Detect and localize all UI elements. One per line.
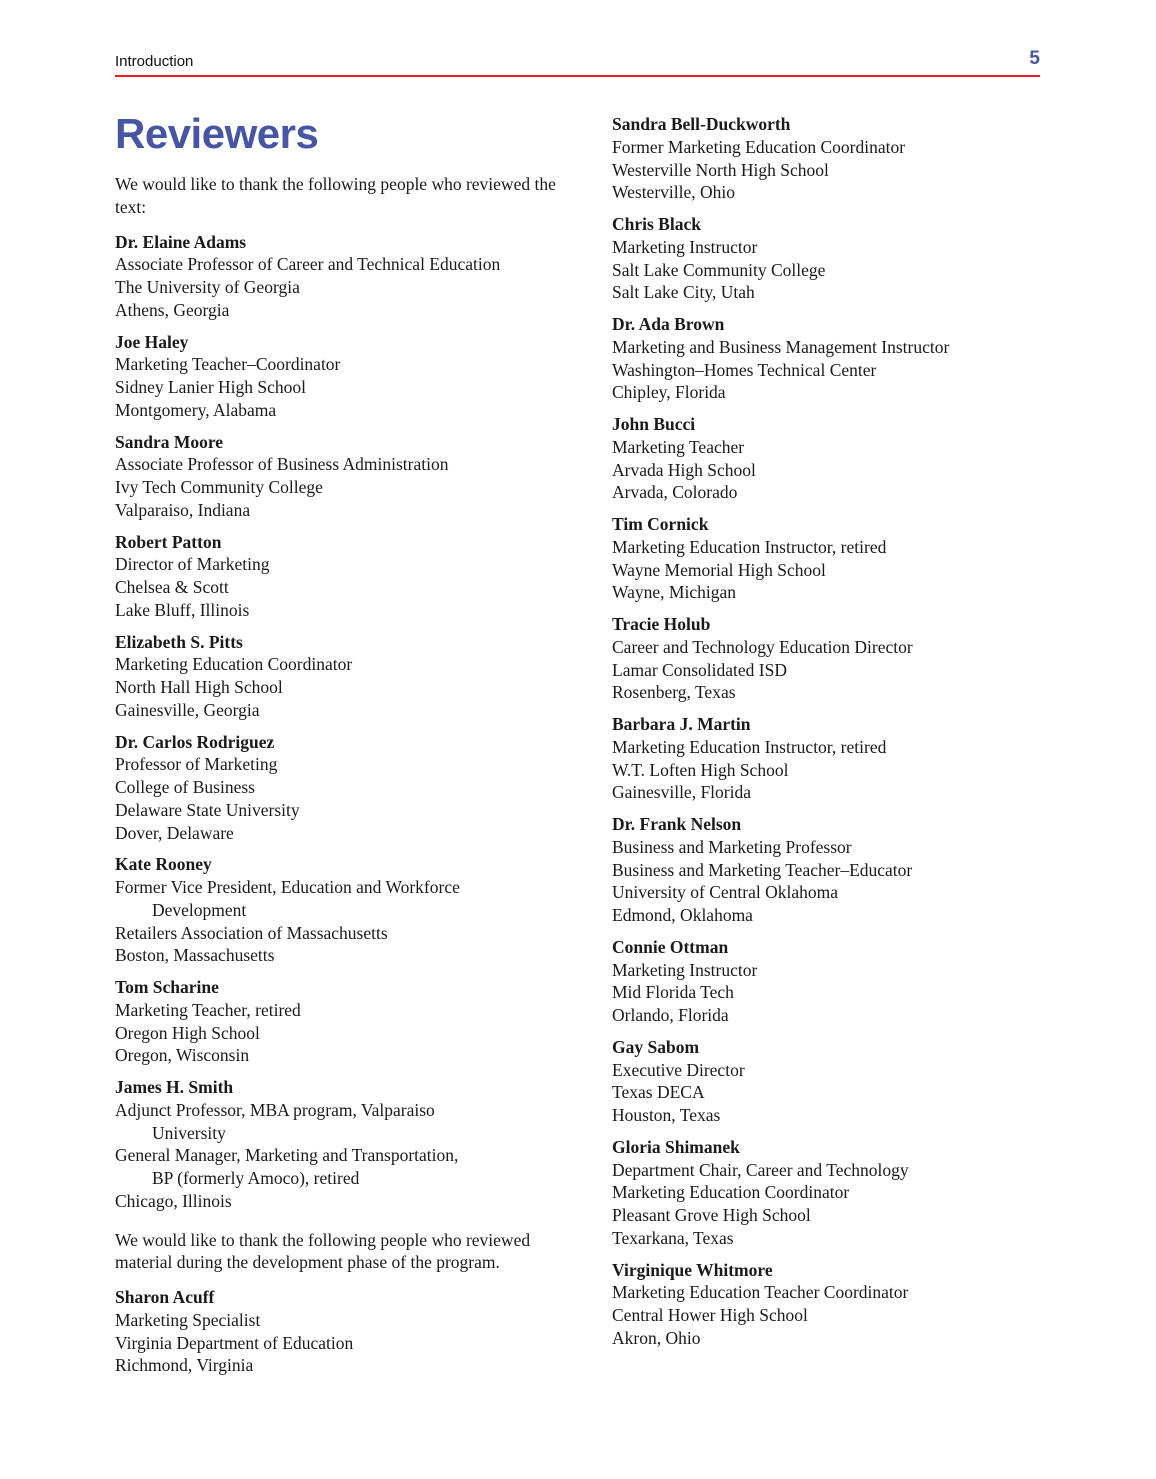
reviewer-detail-line: Wayne, Michigan [612,582,736,603]
development-paragraph: We would like to thank the following people who reviewed material during the development phase of the program. [115,1229,531,1273]
reviewer-entry [612,1136,1040,1250]
reviewer-detail-line: Sidney Lanier High School [115,377,307,397]
reviewer-detail-line: Texas DECA [612,1082,705,1103]
reviewer-detail-line: North Hall High School [115,677,283,697]
reviewer-detail-line: Arvada High School [612,459,756,480]
reviewer-detail-line: Marketing Teacher–Coordinator [115,354,341,375]
reviewer-detail-line: Lake Bluff, Illinois [115,599,250,620]
reviewer-detail-line: Salt Lake City, Utah [612,282,755,303]
reviewer-entry [612,513,1040,604]
reviewer-detail-line: Lamar Consolidated ISD [612,659,787,680]
two-column-layout [115,110,1040,1386]
reviewer-detail-line: Dover, Delaware [115,822,234,843]
reviewer-detail-line: Texarkana, Texas [612,1227,734,1248]
reviewer-detail-line: Salt Lake Community College [612,259,826,280]
reviewer-entry [612,313,1040,404]
reviewer-name: Dr. Elaine Adams [115,231,247,252]
reviewer-detail-line: Former Marketing Education Coordinator [612,136,906,157]
reviewer-entry [612,613,1040,704]
reviewer-entry [115,853,565,967]
reviewer-name: Tim Cornick [612,514,709,534]
reviewer-entry [115,976,565,1067]
page-number: 5 [1029,48,1040,69]
reviewer-detail-line: Development [152,899,247,920]
reviewer-entry [115,731,565,845]
reviewer-detail-line: Former Vice President, Education and Workforce [115,877,460,897]
reviewer-detail-line: Valparaiso, Indiana [115,499,251,520]
reviewer-detail-line: Mid Florida Tech [612,982,734,1003]
reviewer-entry [612,213,1040,304]
reviewer-name: Barbara J. Martin [612,714,751,734]
reviewer-entry [612,113,1040,204]
reviewer-detail-line: University [152,1122,226,1143]
reviewer-detail-line: Marketing Education Coordinator [612,1182,850,1203]
reviewer-detail-line: Chipley, Florida [612,382,726,403]
reviewer-entry [612,413,1040,504]
reviewer-name: Sandra Moore [115,431,224,452]
reviewer-detail-line: University of Central Oklahoma [612,882,838,903]
reviewer-detail-line: Executive Director [612,1059,745,1080]
reviewer-detail-line: Director of Marketing [115,554,270,575]
reviewer-detail-line: Associate Professor of Career and Technical Education [115,254,501,275]
reviewer-name: Sandra Bell-Duckworth [612,114,791,134]
reviewer-entry [115,231,565,322]
reviewer-detail-line: Wayne Memorial High School [612,559,826,580]
reviewer-name: Virginique Whitmore [612,1259,773,1280]
reviewer-detail-line: Houston, Texas [612,1105,721,1125]
reviewer-detail-line: Business and Marketing Teacher–Educator [612,859,913,880]
intro-paragraph: We would like to thank the following people who reviewed the text: [115,174,556,217]
reviewer-detail-line: The University of Georgia [115,277,300,297]
reviewer-detail-line: Marketing Teacher [612,436,745,457]
reviewer-detail-line: Marketing Teacher, retired [115,999,301,1020]
reviewer-entry [612,813,1040,927]
reviewer-name: Robert Patton [115,531,222,552]
reviewer-detail-line: Department Chair, Career and Technology [612,1159,909,1180]
reviewer-detail-line: Montgomery, Alabama [115,399,277,420]
reviewer-detail-line: Virginia Department of Education [115,1332,354,1353]
reviewer-name: Tom Scharine [115,977,219,997]
reviewer-name: Sharon Acuff [115,1287,215,1307]
reviewer-detail-line: Arvada, Colorado [612,482,738,503]
reviewer-name: Joe Haley [115,331,189,352]
reviewer-detail-line: Westerville North High School [612,159,829,180]
reviewer-detail-line: Career and Technology Education Director [612,636,913,657]
reviewer-detail-line: College of Business [115,777,255,797]
reviewer-name: Connie Ottman [612,936,729,957]
reviewer-detail-line: Boston, Massachusetts [115,945,275,966]
reviewer-detail-line: Pleasant Grove High School [612,1205,811,1225]
reviewer-detail-line: Washington–Homes Technical Center [612,359,877,380]
reviewer-detail-line: Oregon, Wisconsin [115,1045,250,1066]
reviewer-entry [612,713,1040,804]
reviewer-detail-line: Edmond, Oklahoma [612,905,753,925]
reviewer-detail-line: Adjunct Professor, MBA program, Valparaiso [115,1099,435,1120]
reviewer-detail-line: General Manager, Marketing and Transportation, [115,1145,459,1166]
reviewer-name: Dr. Carlos Rodriguez [115,731,275,752]
reviewer-detail-line: W.T. Loften High School [612,759,789,780]
reviewer-entry [115,1076,565,1213]
reviewer-detail-line: Orlando, Florida [612,1005,729,1025]
reviewer-detail-line: Central Hower High School [612,1305,808,1325]
reviewer-name: Chris Black [612,214,701,234]
reviewer-entry [612,936,1040,1027]
reviewer-detail-line: BP (formerly Amoco), retired [152,1168,360,1188]
reviewer-entry [115,531,565,622]
reviewer-detail-line: Akron, Ohio [612,1327,701,1348]
reviewer-entry [115,1286,565,1377]
reviewer-entry [115,631,565,722]
reviewer-detail-line: Chelsea & Scott [115,577,229,597]
page-title: Reviewers [115,110,319,157]
reviewer-name: James H. Smith [115,1077,234,1097]
reviewer-detail-line: Marketing Specialist [115,1309,261,1330]
reviewer-detail-line: Marketing Education Teacher Coordinator [612,1282,909,1303]
reviewer-name: Gloria Shimanek [612,1136,740,1157]
reviewer-detail-line: Marketing Instructor [612,959,758,980]
reviewer-entry [612,1036,1040,1127]
reviewer-list-development [115,1286,565,1377]
page-header [115,48,1040,77]
reviewer-list-right [612,113,1040,1350]
reviewer-name: Dr. Ada Brown [612,314,725,334]
reviewer-detail-line: Chicago, Illinois [115,1190,232,1211]
reviewer-entry [115,331,565,422]
reviewer-detail-line: Oregon High School [115,1022,260,1043]
reviewer-detail-line: Richmond, Virginia [115,1355,254,1376]
reviewer-entry [612,1259,1040,1350]
reviewer-detail-line: Gainesville, Florida [612,782,752,803]
reviewer-detail-line: Rosenberg, Texas [612,682,736,703]
reviewer-detail-line: Marketing and Business Management Instructor [612,336,950,357]
reviewer-detail-line: Marketing Instructor [612,236,758,257]
reviewer-list-text [115,231,565,1213]
reviewer-detail-line: Marketing Education Instructor, retired [612,736,887,757]
reviewer-detail-line: Ivy Tech Community College [115,477,323,497]
reviewer-name: John Bucci [612,414,696,434]
reviewer-detail-line: Gainesville, Georgia [115,699,260,720]
reviewer-detail-line: Retailers Association of Massachusetts [115,922,388,943]
right-column [612,113,1040,1359]
reviewer-detail-line: Westerville, Ohio [612,182,736,203]
reviewer-name: Dr. Frank Nelson [612,814,742,834]
reviewer-name: Elizabeth S. Pitts [115,631,243,652]
reviewer-name: Kate Rooney [115,854,212,875]
reviewer-detail-line: Professor of Marketing [115,754,278,775]
reviewer-entry [115,431,565,522]
reviewer-detail-line: Athens, Georgia [115,299,230,320]
reviewer-detail-line: Marketing Education Instructor, retired [612,536,887,557]
reviewer-detail-line: Delaware State University [115,799,300,820]
reviewer-detail-line: Associate Professor of Business Administration [115,454,449,475]
left-column [115,110,612,1386]
reviewer-detail-line: Marketing Education Coordinator [115,654,353,675]
reviewer-name: Gay Sabom [612,1036,700,1057]
section-label: Introduction [115,53,194,70]
reviewer-detail-line: Business and Marketing Professor [612,836,852,857]
reviewer-name: Tracie Holub [612,614,711,634]
